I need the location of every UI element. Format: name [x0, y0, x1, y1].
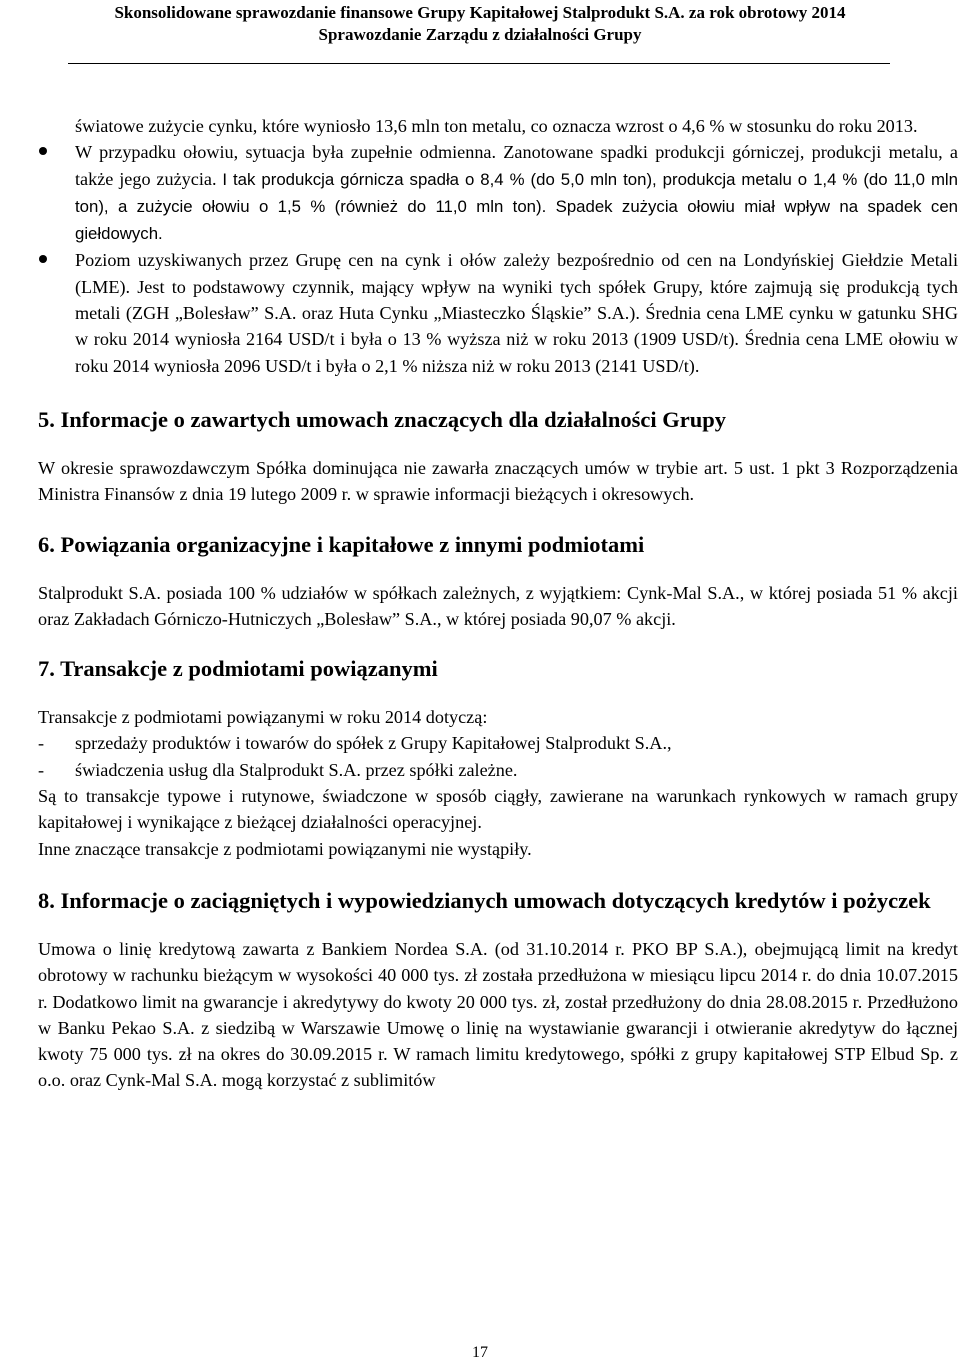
header-rule [68, 63, 890, 64]
dash-mark: - [38, 759, 45, 780]
section-5-heading: 5. Informacje o zawartych umowach znaczących dla działalności Grupy [38, 406, 727, 432]
page-header [0, 0, 960, 46]
dash-mark: - [38, 733, 45, 754]
bullet-text-sans: I tak produkcja górnicza spadła o 8,4 % (do 5,0 mln ton), produkcja metalu o 1,4 % (do 11,0 mln ton), a zużycie ołowiu o 1,5 % (również do 11,0 mln ton). Spadek zużycia ołowiu miał wpływ na spadek cen giełdowych. [75, 169, 958, 244]
bullet-text: Poziom uzyskiwanych przez Grupę cen na cynk i ołów zależy bezpośrednio od cen na Londyńskiej Giełdzie Metali (LME). Jest to podstawowy czynnik, mający wpływ na wyniki tych spółek Grupy, które zajmują się produkcją tych metali (ZGH „Bolesław” S.A. oraz Huta Cynku „Miasteczko Śląskie” S.A.). Średnia cena LME cynku w gatunku SHG w roku 2014 wyniosła 2164 USD/t i była o 13 % wyższa niż w roku 2013 (1909 USD/t). Średnia cena LME ołowiu w roku 2014 wyniosła 2096 USD/t i była o 2,1 % niższa niż w roku 2013 (2141 USD/t). [75, 250, 958, 376]
section-6-heading: 6. Powiązania organizacyjne i kapitałowe z innymi podmiotami [38, 531, 645, 557]
header-subtitle: Sprawozdanie Zarządu z działalności Grupy [318, 25, 642, 44]
bullet-text-serif: W przypadku ołowiu, sytuacja była zupełnie odmienna. Zanotowane spadki produkcji górniczej, produkcji metalu, a także jego zużycia. [75, 142, 958, 189]
document-body [38, 113, 958, 1094]
page-number: 17 [472, 1344, 488, 1361]
header-title: Skonsolidowane sprawozdanie finansowe Grupy Kapitałowej Stalprodukt S.A. za rok obrotowy 2014 [114, 3, 846, 22]
section-8-text: Umowa o linię kredytową zawarta z Bankiem Nordea S.A. (od 31.10.2014 r. PKO BP S.A.), obejmującą limit na kredyt obrotowy w rachunku bieżącym w wysokości 40 000 tys. zł została przedłużona w miesiącu lipcu 2014 r. do dnia 10.07.2015 r. Dodatkowo limit na gwarancje i akredytywy do kwoty 20 000 tys. zł, został przedłużony do dnia 28.08.2015 r. Przedłużono w Banku Pekao S.A. z siedzibą w Warszawie Umowę o linię na wystawianie gwarancji i otwieranie akredytyw do łącznej kwoty 75 000 tys. zł na okres do 30.09.2015 r. W ramach limitu kredytowego, spółki z grupy kapitałowej STP Elbud Sp. z o.o. oraz Cynk-Mal S.A. mogą korzystać z sublimitów [38, 938, 958, 1091]
list-item-text: świadczenia usług dla Stalprodukt S.A. przez spółki zależne. [75, 759, 518, 780]
list-item [38, 757, 958, 783]
list-item-text: sprzedaży produktów i towarów do spółek z Grupy Kapitałowej Stalprodukt S.A., [75, 733, 672, 754]
bullet-item-zinc [38, 113, 958, 139]
section-7-intro: Transakcje z podmiotami powiązanymi w roku 2014 dotyczą: [38, 707, 488, 728]
bullet-icon [39, 255, 47, 263]
section-6-text: Stalprodukt S.A. posiada 100 % udziałów w spółkach zależnych, z wyjątkiem: Cynk-Mal S.A., w której posiada 51 % akcji oraz Zakładach Górniczo-Hutniczych „Bolesław” S.A., w której posiada 90,07 % akcji. [38, 582, 958, 629]
bullet-item-lead [38, 139, 958, 247]
list-item [38, 730, 958, 756]
section-8-heading: 8. Informacje o zaciągniętych i wypowiedzianych umowach dotyczących kredytów i pożyczek [38, 887, 931, 913]
section-7-para: Są to transakcje typowe i rutynowe, świadczone w sposób ciągły, zawierane na warunkach rynkowych w ramach grupy kapitałowej i wynikające z bieżącej działalności operacyjnej. [38, 786, 958, 833]
bullet-item-lme [38, 247, 958, 378]
bullet-text: światowe zużycie cynku, które wyniosło 13,6 mln ton metalu, co oznacza wzrost o 4,6 % w stosunku do roku 2013. [75, 116, 918, 136]
bullet-icon [39, 147, 47, 155]
section-5-text: W okresie sprawozdawczym Spółka dominująca nie zawarła znaczących umów w trybie art. 5 ust. 1 pkt 3 Rozporządzenia Ministra Finansów z dnia 19 lutego 2009 r. w sprawie informacji bieżących i okresowych. [38, 457, 958, 505]
section-7-heading: 7. Transakcje z podmiotami powiązanymi [38, 656, 438, 682]
section-7-para: Inne znaczące transakcje z podmiotami powiązanymi nie wystąpiły. [38, 838, 532, 859]
bullet-text [75, 139, 958, 247]
